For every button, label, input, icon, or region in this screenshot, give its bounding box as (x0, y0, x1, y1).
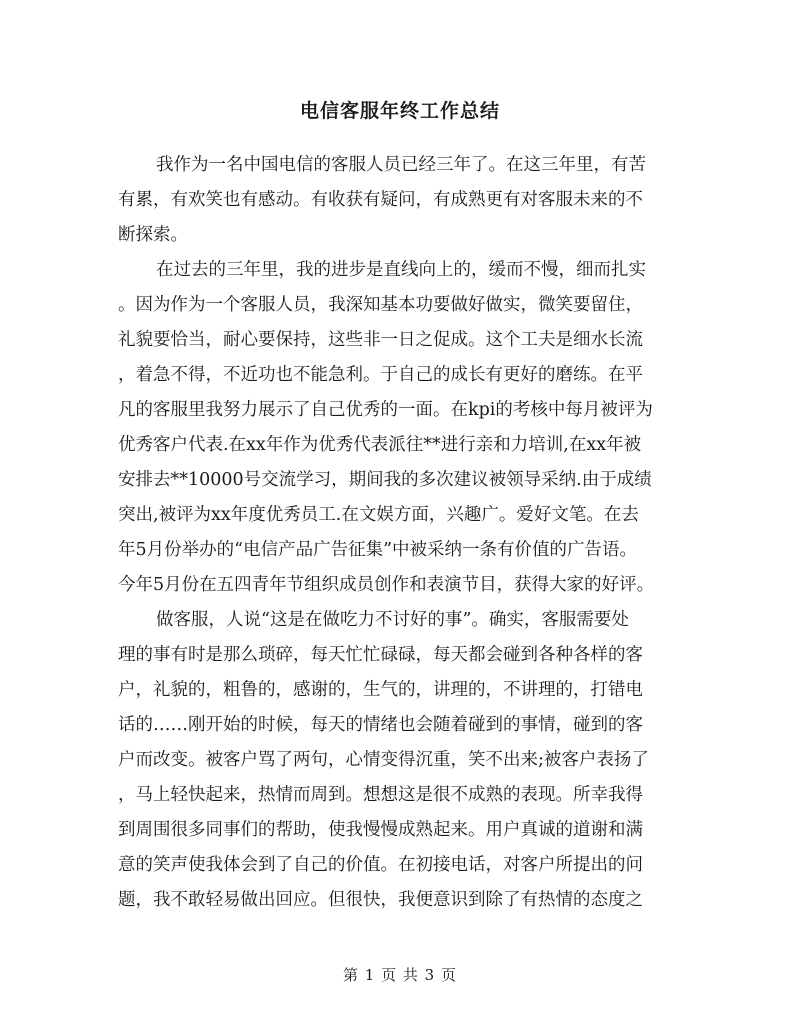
body-line: 户，礼貌的，粗鲁的，感谢的，生气的，讲理的，不讲理的，打错电 (118, 680, 643, 700)
body-line: 今年5月份在五四青年节组织成员创作和表演节目，获得大家的好评。 (118, 575, 655, 595)
body-line: ，马上轻快起来，热情而周到。想想这是很不成熟的表现。所幸我得 (118, 785, 643, 805)
body-line: ，着急不得，不近功也不能急利。于自己的成长有更好的磨练。在平 (118, 365, 643, 385)
body-line: 户而改变。被客户骂了两句，心情变得沉重，笑不出来;被客户表扬了 (118, 750, 649, 770)
body-line: 礼貌要恰当，耐心要保持，这些非一日之促成。这个工夫是细水长流 (118, 330, 643, 350)
body-line: 凡的客服里我努力展示了自己优秀的一面。在kpi的考核中每月被评为 (118, 400, 653, 420)
page-number-footer: 第 1 页 共 3 页 (343, 966, 457, 984)
body-line: 。因为作为一个客服人员，我深知基本功要做好做实，微笑要留住， (118, 295, 643, 315)
body-line: 突出,被评为xx年度优秀员工.在文娱方面，兴趣广。爱好文笔。在去 (118, 505, 639, 525)
body-line: 意的笑声使我体会到了自己的价值。在初接电话，对客户所提出的问 (118, 855, 643, 875)
body-line: 优秀客户代表.在xx年作为优秀代表派往**进行亲和力培训,在xx年被 (118, 435, 642, 455)
body-line: 话的……刚开始的时候，每天的情绪也会随着碰到的事情，碰到的客 (118, 715, 643, 735)
body-line: 题，我不敢轻易做出回应。但很快，我便意识到除了有热情的态度之 (118, 890, 643, 910)
body-line: 有累，有欢笑也有感动。有收获有疑问，有成熟更有对客服未来的不 (118, 190, 643, 210)
document-body (118, 148, 684, 918)
body-line: 到周围很多同事们的帮助，使我慢慢成熟起来。用户真诚的道谢和满 (118, 820, 643, 840)
document-title: 电信客服年终工作总结 (299, 100, 500, 122)
body-line: 理的事有时是那么琐碎，每天忙忙碌碌，每天都会碰到各种各样的客 (118, 645, 643, 665)
body-line: 我作为一名中国电信的客服人员已经三年了。在这三年里，有苦 (156, 155, 646, 175)
body-line: 断探索。 (118, 225, 188, 245)
body-line: 安排去**10000号交流学习，期间我的多次建议被领导采纳.由于成绩 (118, 470, 652, 490)
body-line: 做客服，人说“这是在做吃力不讨好的事”。确实，客服需要处 (156, 610, 629, 630)
body-line: 年5月份举办的“电信产品广告征集”中被采纳一条有价值的广告语。 (118, 540, 638, 560)
body-line: 在过去的三年里，我的进步是直线向上的，缓而不慢，细而扎实 (156, 260, 646, 280)
